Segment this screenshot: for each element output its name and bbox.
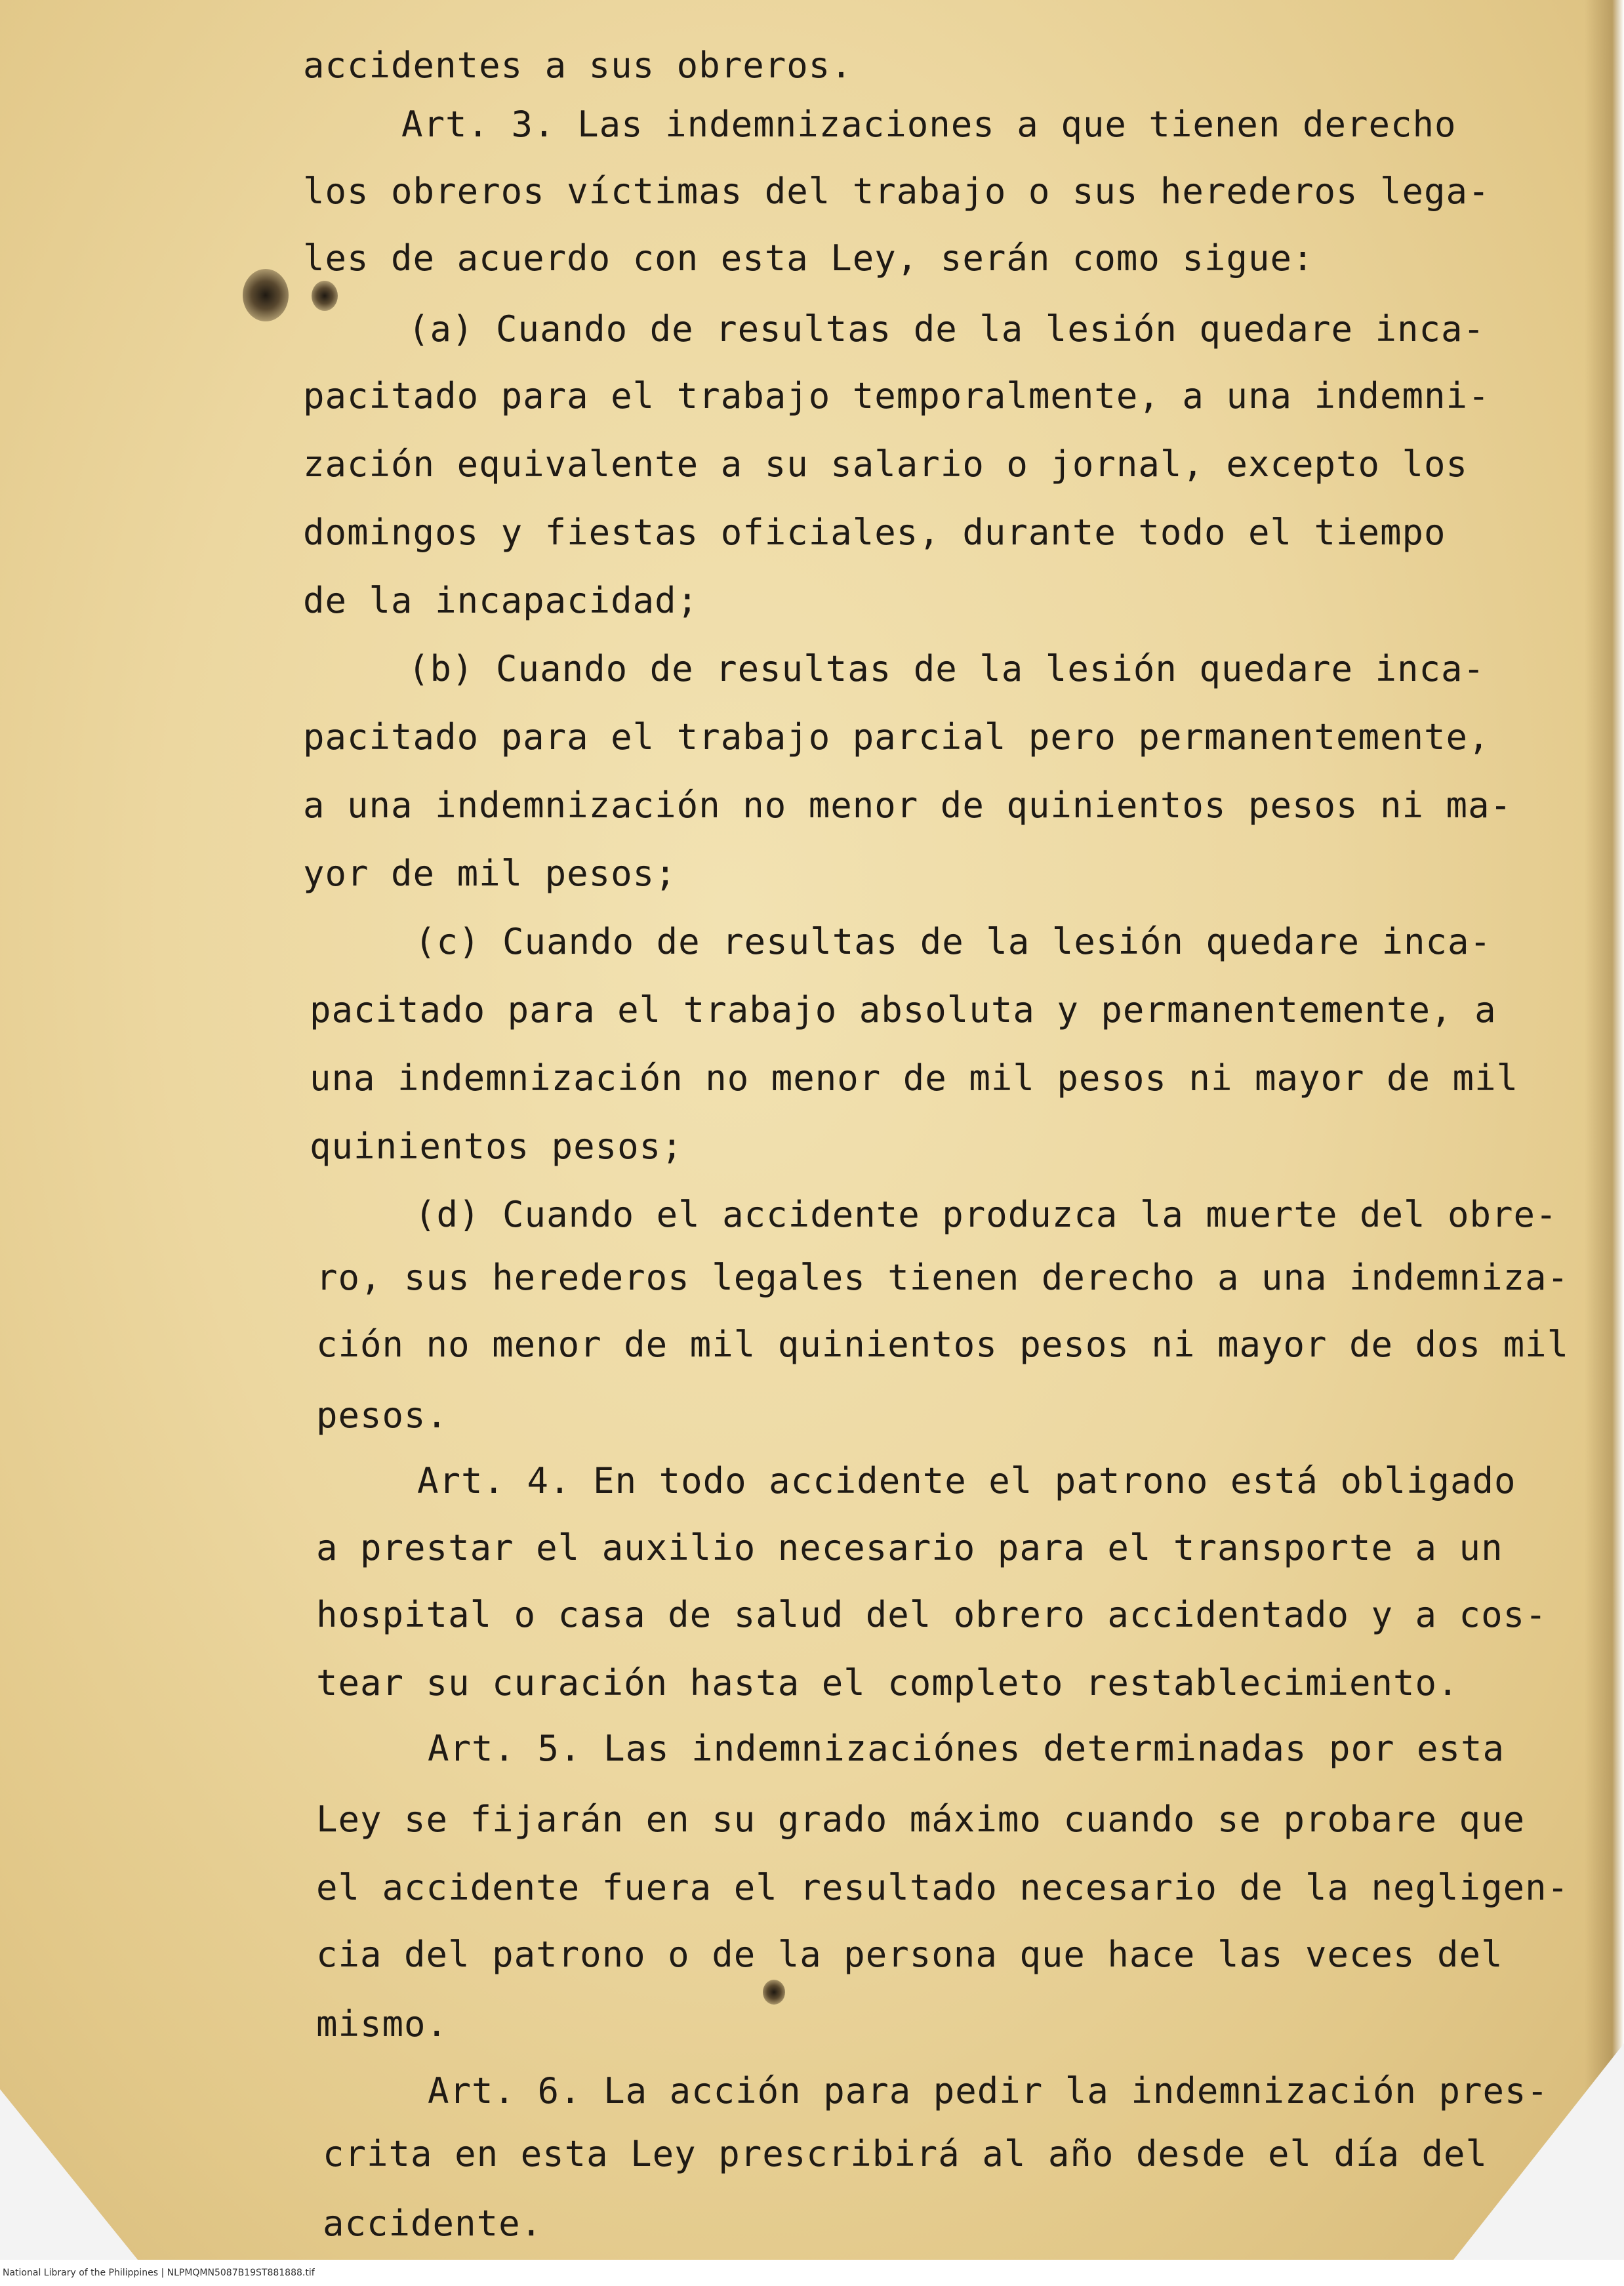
text-line: yor de mil pesos; [303, 853, 677, 894]
text-line: hospital o casa de salud del obrero accidentado y a cos- [316, 1594, 1547, 1635]
text-line: pacitado para el trabajo parcial pero permanentemente, [303, 716, 1490, 758]
text-line: cia del patrono o de la persona que hace las veces del [316, 1934, 1503, 1975]
text-line: (c) Cuando de resultas de la lesión quedare inca- [415, 921, 1492, 962]
text-line: los obreros víctimas del trabajo o sus herederos lega- [303, 171, 1490, 212]
text-line: (d) Cuando el accidente produzca la muerte del obre- [415, 1194, 1558, 1235]
text-line: tear su curación hasta el completo restablecimiento. [316, 1662, 1459, 1704]
text-line: domingos y fiestas oficiales, durante todo el tiempo [303, 512, 1446, 553]
text-line: pacitado para el trabajo absoluta y permanentemente, a [310, 989, 1497, 1031]
text-line: les de acuerdo con esta Ley, serán como sigue: [303, 237, 1314, 279]
text-line: de la incapacidad; [303, 580, 699, 621]
text-line: accidentes a sus obreros. [303, 45, 853, 86]
text-line: pesos. [316, 1395, 449, 1436]
text-line: a prestar el auxilio necesario para el transporte a un [316, 1527, 1503, 1568]
text-line: (b) Cuando de resultas de la lesión quedare inca- [408, 648, 1486, 689]
text-line: el accidente fuera el resultado necesario de la negligen- [316, 1867, 1570, 1908]
text-line: ro, sus herederos legales tienen derecho a una indemniza- [316, 1257, 1570, 1298]
text-line: Art. 6. La acción para pedir la indemnización pres- [428, 2070, 1549, 2112]
footer-text: National Library of the Philippines | NLPMQMN5087B19ST881888.tif [3, 2268, 315, 2278]
text-line: Ley se fijarán en su grado máximo cuando se probare que [316, 1799, 1526, 1840]
text-line: crita en esta Ley prescribirá al año desde el día del [323, 2133, 1488, 2174]
text-line: zación equivalente a su salario o jornal, excepto los [303, 443, 1469, 485]
text-line: (a) Cuando de resultas de la lesión quedare inca- [408, 308, 1486, 350]
text-line: Art. 3. Las indemnizaciones a que tienen derecho [401, 104, 1457, 145]
text-line: Art. 5. Las indemnizaciónes determinadas por esta [428, 1728, 1505, 1769]
archive-footer [0, 2260, 1624, 2286]
text-line: accidente. [323, 2203, 543, 2244]
text-line: una indemnización no menor de mil pesos ni mayor de mil [310, 1057, 1519, 1099]
text-line: ción no menor de mil quinientos pesos ni mayor de dos mil [316, 1324, 1570, 1365]
text-line: mismo. [316, 2003, 449, 2045]
text-line: quinientos pesos; [310, 1126, 683, 1167]
text-line: a una indemnización no menor de quinientos pesos ni ma- [303, 785, 1512, 826]
text-line: pacitado para el trabajo temporalmente, a una indemni- [303, 375, 1490, 417]
text-line: Art. 4. En todo accidente el patrono está obligado [417, 1460, 1516, 1501]
